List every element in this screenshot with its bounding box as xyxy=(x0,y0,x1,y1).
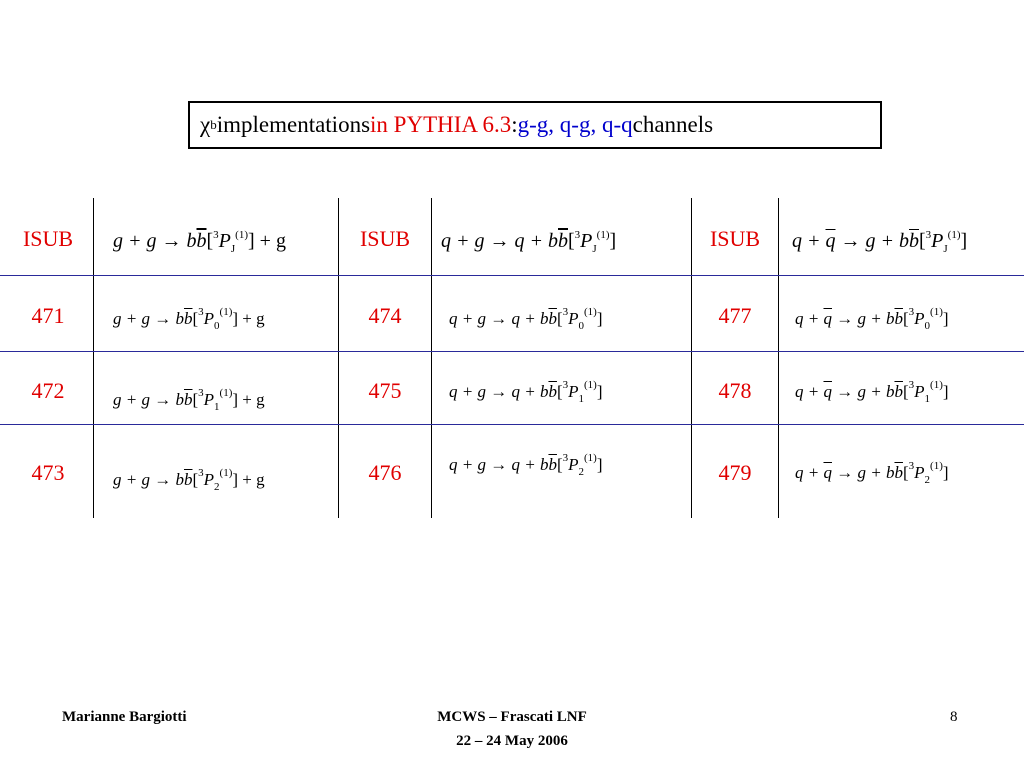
isub-cell: 471 xyxy=(31,303,65,328)
footer-dates: 22 – 24 May 2006 xyxy=(456,733,568,749)
table-row-separator xyxy=(0,424,1024,425)
isub-cell: 474 xyxy=(368,303,402,328)
formula-qq: $q + \overline{q} \to g + b\overline{b}[^3P_0^{(1)}]$ xyxy=(795,306,949,332)
footer-conference: MCWS – Frascati LNF xyxy=(437,709,587,725)
table-divider xyxy=(93,198,94,518)
title-text-1: implementations xyxy=(216,112,371,137)
footer-author: Marianne Bargiotti xyxy=(62,709,187,725)
title-text-2: in PYTHIA 6.3 xyxy=(370,112,512,137)
title-text-3: : xyxy=(511,112,518,137)
formula-qq: $q + \overline{q} \to g + b\overline{b}[^3P_1^{(1)}]$ xyxy=(795,379,949,405)
formula-qg: $q + g \to q + b\overline{b}[^3P_1^{(1)}]$ xyxy=(449,379,603,405)
isub-cell: 472 xyxy=(31,378,65,403)
formula-qq-header: $q + \overline{q} \to g + b\overline{b}[^3P_J^{(1)}]$ xyxy=(792,229,968,255)
formula-qg-header: $q + g \to q + b\overline{b}[^3P_J^{(1)}]$ xyxy=(441,229,617,255)
isub-cell: 473 xyxy=(31,460,65,485)
isub-cell: 477 xyxy=(718,303,752,328)
table-divider xyxy=(691,198,692,518)
formula-gg: $g + g \to b\overline{b}[^3P_2^{(1)}] + g$ xyxy=(113,467,265,493)
table-divider xyxy=(338,198,339,518)
table-divider xyxy=(778,198,779,518)
header-isub-gg: ISUB xyxy=(22,226,74,251)
isub-cell: 475 xyxy=(368,378,402,403)
slide-title xyxy=(188,101,882,149)
formula-gg: $g + g \to b\overline{b}[^3P_0^{(1)}] + g$ xyxy=(113,306,265,332)
chi-symbol: χ xyxy=(200,112,211,137)
formula-gg: $g + g \to b\overline{b}[^3P_1^{(1)}] + g$ xyxy=(113,387,265,413)
table-row-separator xyxy=(0,275,1024,276)
title-text-4: g-g, q-g, q-q xyxy=(517,112,633,137)
isub-cell: 479 xyxy=(718,460,752,485)
table-divider xyxy=(431,198,432,518)
isub-cell: 478 xyxy=(718,378,752,403)
header-isub-qq: ISUB xyxy=(709,226,761,251)
table-row-separator xyxy=(0,351,1024,352)
title-text-5: channels xyxy=(632,112,714,137)
formula-qq: $q + \overline{q} \to g + b\overline{b}[^3P_2^{(1)}]$ xyxy=(795,460,949,486)
formula-qg: $q + g \to q + b\overline{b}[^3P_2^{(1)}]$ xyxy=(449,452,603,478)
chi-subscript: b xyxy=(210,117,217,132)
formula-gg-header: $g + g \to b\overline{b}[^3P_J^{(1)}] + g$ xyxy=(113,229,286,255)
isub-cell: 476 xyxy=(368,460,402,485)
header-isub-qg: ISUB xyxy=(359,226,411,251)
page-number: 8 xyxy=(950,709,958,725)
formula-qg: $q + g \to q + b\overline{b}[^3P_0^{(1)}]$ xyxy=(449,306,603,332)
